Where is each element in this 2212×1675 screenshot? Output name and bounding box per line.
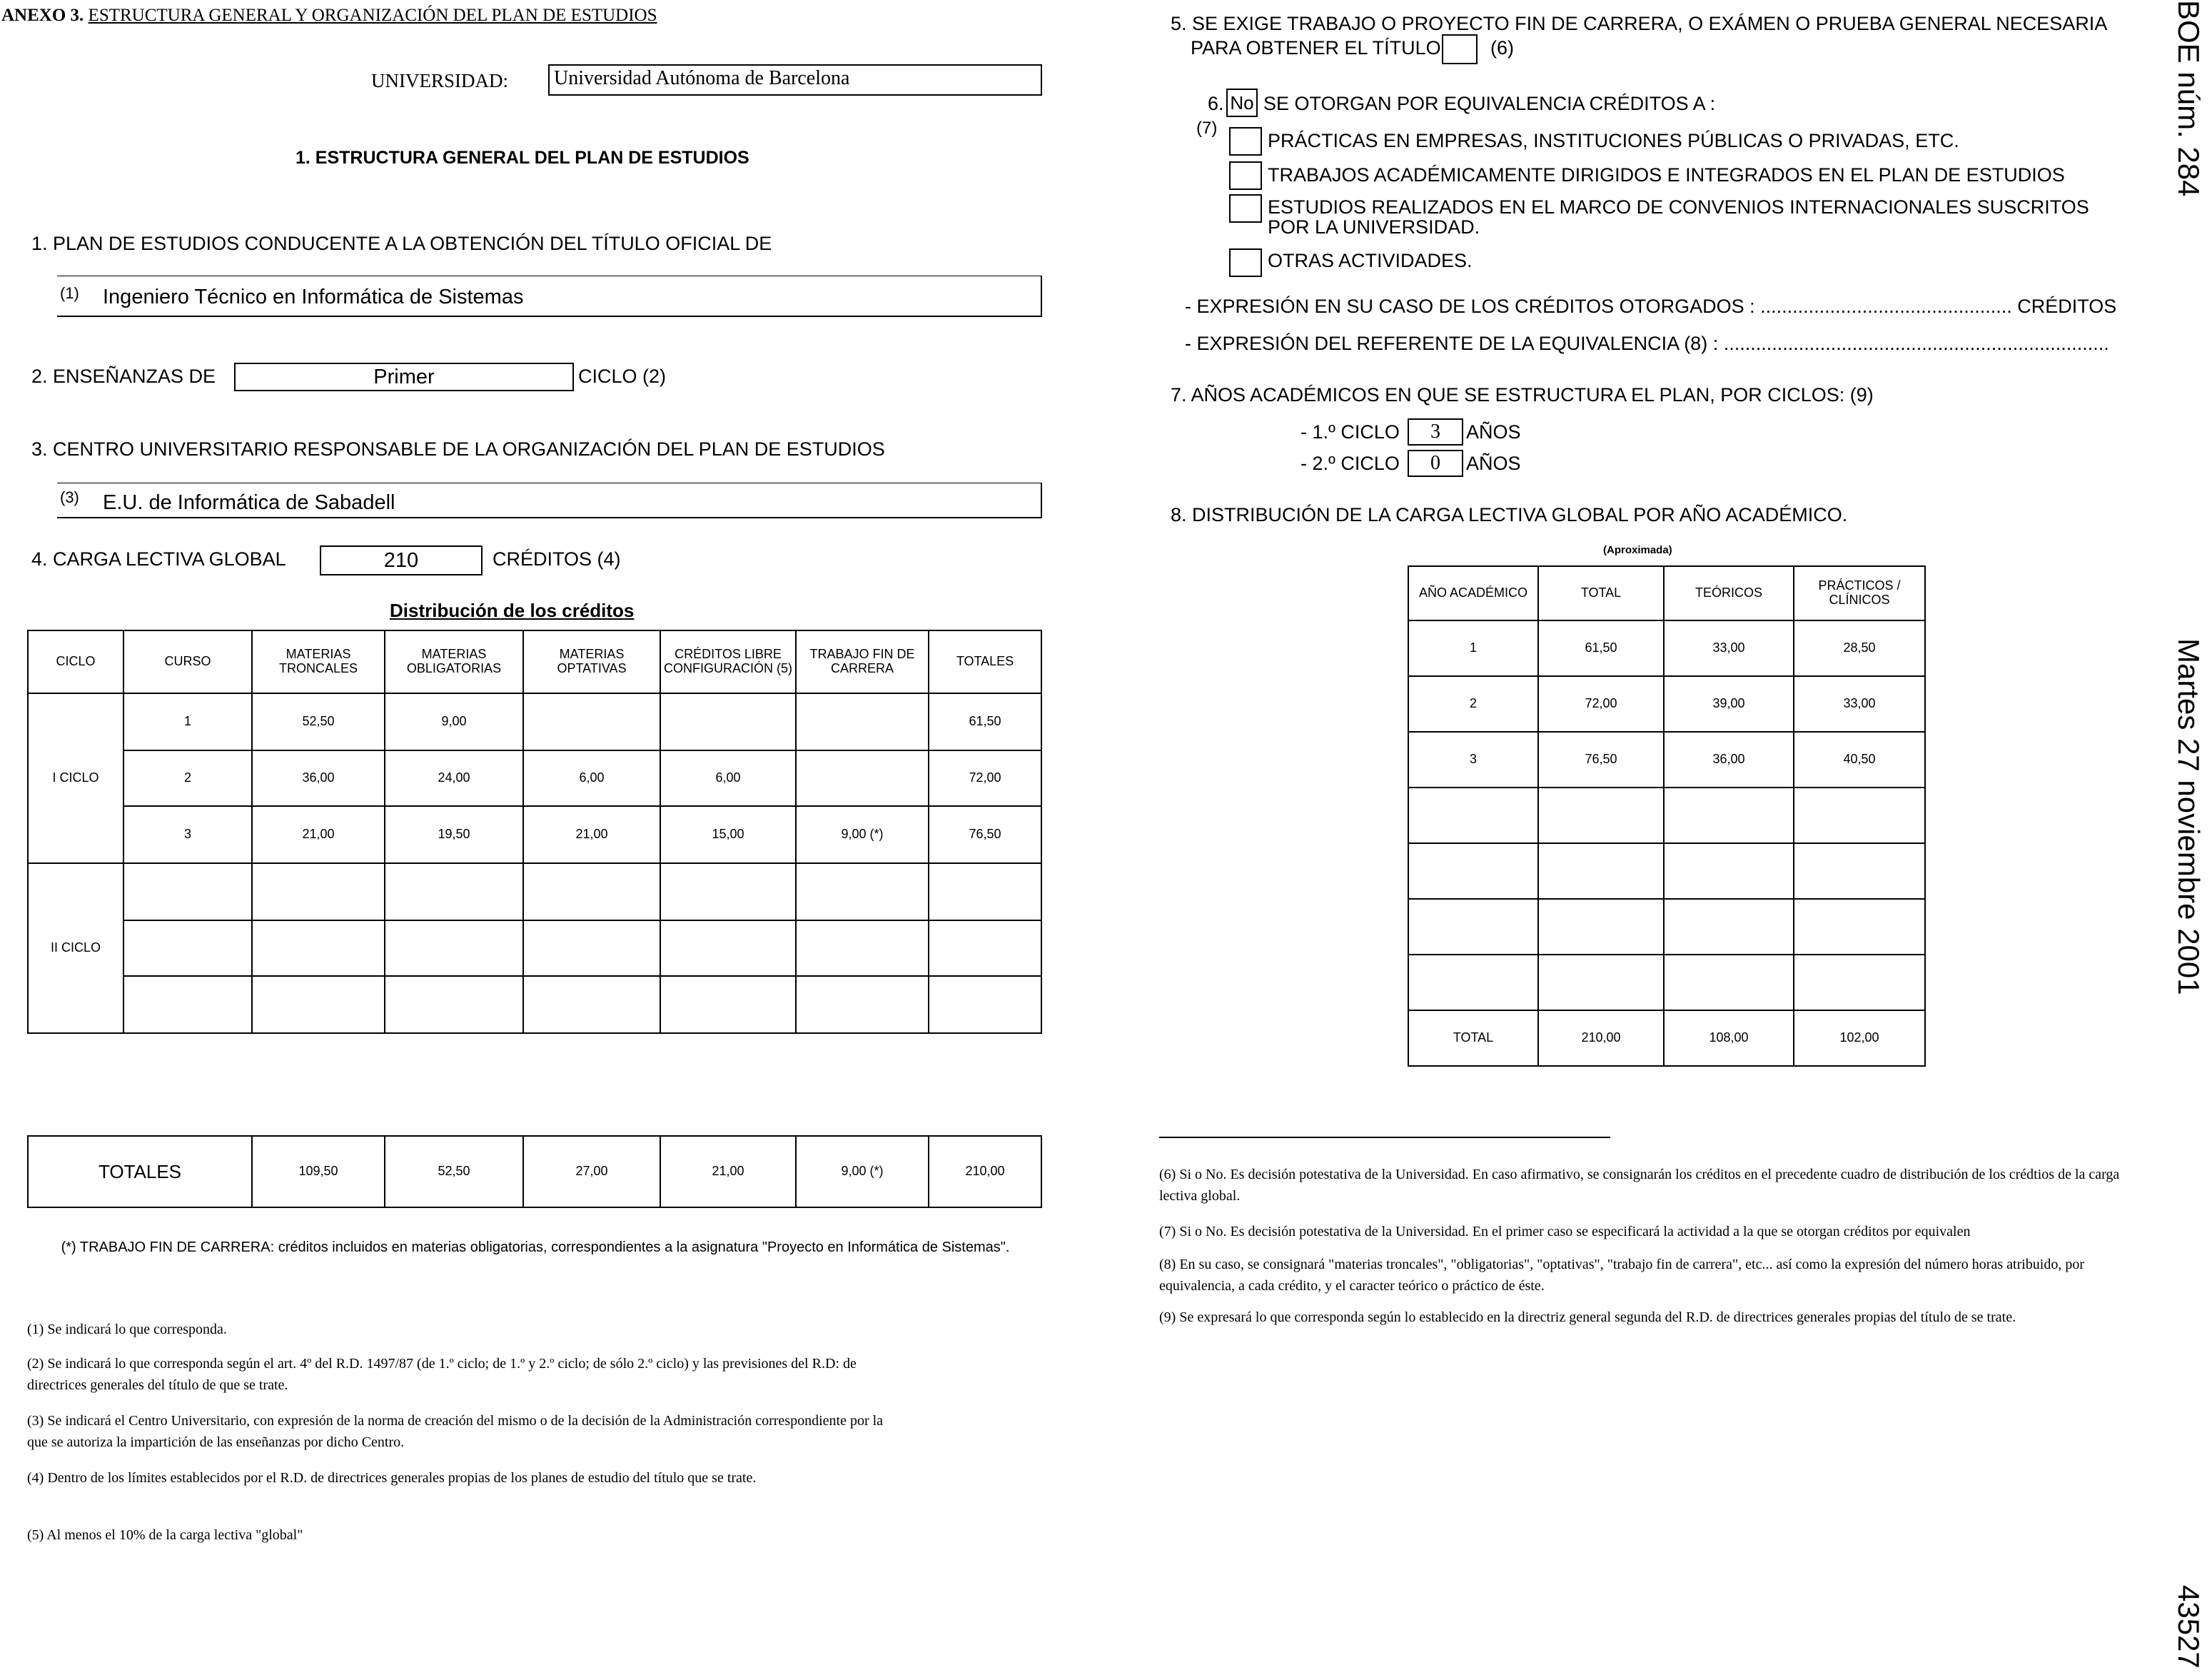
item5-ref: (6) (1490, 37, 1514, 59)
item8-approx: (Aproximada) (1603, 544, 1672, 556)
item1-value: Ingeniero Técnico en Informática de Sistemas (103, 286, 524, 308)
left-note-1: (1) Se indicará lo que corresponda. (27, 1322, 227, 1337)
item3-text: 3. CENTRO UNIVERSITARIO RESPONSABLE DE LA ORGANIZACIÓN DEL PLAN DE ESTUDIOS (31, 438, 885, 460)
item6-option2-checkbox (1229, 161, 1262, 190)
item2-label: 2. ENSEÑANZAS DE (31, 366, 216, 387)
item5-checkbox (1442, 34, 1478, 64)
right-note-7: (7) Si o No. Es decisión potestativa de la Universidad. En el primer caso se especificará la actividad a la que se otorgan créditos por equivalen (1159, 1224, 1971, 1239)
totals-label: TOTALES (28, 1136, 252, 1207)
dist-header-troncales: MATERIAS TRONCALES (252, 630, 385, 693)
item6-option3-checkbox (1229, 194, 1262, 223)
table-cell: 3 (123, 806, 252, 863)
item7-c2-field: 0 (1408, 450, 1463, 477)
dist-header-optativas: MATERIAS OPTATIVAS (523, 630, 660, 693)
year-header-total: TOTAL (1538, 566, 1664, 620)
table-cell: 76,50 (1538, 732, 1664, 788)
dist-header-ciclo: CICLO (28, 630, 123, 693)
item6-option3: ESTUDIOS REALIZADOS EN EL MARCO DE CONVENIOS INTERNACIONALES SUSCRITOS POR LA UNIVERSIDAD. (1268, 196, 2089, 238)
table-cell: 6,00 (523, 750, 660, 806)
left-note-4: (4) Dentro de los límites establecidos por el R.D. de directrices generales propias de los planes de estudio del título que se trate. (27, 1470, 757, 1486)
distribution-table (27, 630, 1042, 1034)
item6-expr2: - EXPRESIÓN DEL REFERENTE DE LA EQUIVALENCIA (8) : ........................................................................ (1185, 333, 2109, 354)
margin-date: Martes 27 noviembre 2001 (2172, 638, 2206, 995)
item5-line2: PARA OBTENER EL TÍTULO (1191, 37, 1441, 59)
table-cell: 24,00 (385, 750, 523, 806)
table-cell: 52,50 (252, 693, 385, 750)
item7-c2-label: - 2.º CICLO (1301, 453, 1400, 474)
table-cell: 109,50 (252, 1136, 385, 1207)
item7-c1-label: - 1.º CICLO (1301, 421, 1400, 443)
year-header-teoricos: TEÓRICOS (1664, 566, 1794, 620)
item6-expr1: - EXPRESIÓN EN SU CASO DE LOS CRÉDITOS OTORGADOS : ............................................... CRÉDITOS (1185, 296, 2117, 317)
margin-page: 43527 (2172, 1585, 2206, 1669)
dist-header-obligatorias: MATERIAS OBLIGATORIAS (385, 630, 523, 693)
item1-text: 1. PLAN DE ESTUDIOS CONDUCENTE A LA OBTENCIÓN DEL TÍTULO OFICIAL DE (31, 233, 772, 254)
item6-option1-checkbox (1229, 127, 1262, 156)
table-cell: 19,50 (385, 806, 523, 863)
section-title: 1. ESTRUCTURA GENERAL DEL PLAN DE ESTUDIOS (296, 148, 749, 168)
table-cell: 21,00 (523, 806, 660, 863)
footnote-divider (1159, 1137, 1610, 1138)
table-cell: 36,00 (252, 750, 385, 806)
table-cell: 27,00 (523, 1136, 660, 1207)
table-cell (660, 693, 796, 750)
table-cell: 1 (1408, 620, 1538, 676)
table-cell: 72,00 (929, 750, 1041, 806)
table-cell: 15,00 (660, 806, 796, 863)
item8-text: 8. DISTRIBUCIÓN DE LA CARGA LECTIVA GLOBAL POR AÑO ACADÉMICO. (1171, 504, 1848, 525)
table-cell: 39,00 (1664, 676, 1794, 732)
table-cell: 21,00 (660, 1136, 796, 1207)
left-note-2: (2) Se indicará lo que corresponda según el art. 4º del R.D. 1497/87 (de 1.º ciclo; de 1.º y 2.º ciclo; de sólo 2.º ciclo) y las previsiones del R.D: de directrices generales del título de que se trate. (27, 1356, 857, 1393)
item3-value: E.U. de Informática de Sabadell (103, 491, 395, 514)
annex-label: ANEXO 3. (1, 6, 84, 25)
university-label: UNIVERSIDAD: (371, 70, 508, 91)
item6-prefix: 6. (1208, 93, 1224, 114)
right-note-9: (9) Se expresará lo que corresponda según lo establecido en la directriz general segunda del R.D. de directrices generales propias del título de se trate. (1159, 1309, 2016, 1325)
item7-c1-field: 3 (1408, 418, 1463, 446)
table-cell: 6,00 (660, 750, 796, 806)
table-cell: 1 (123, 693, 252, 750)
year-header-year: AÑO ACADÉMICO (1408, 566, 1538, 620)
table-cell (523, 693, 660, 750)
item3-ref: (3) (60, 488, 79, 506)
item6-option2: TRABAJOS ACADÉMICAMENTE DIRIGIDOS E INTEGRADOS EN EL PLAN DE ESTUDIOS (1268, 164, 2065, 186)
item1-ref: (1) (60, 284, 79, 302)
item6-option4-checkbox (1229, 248, 1262, 277)
right-note-8: (8) En su caso, se consignará "materias troncales", "obligatorias", "optativas", "trabajo fin de carrera", etc... así como la expresión del número horas atribuido, por equivalencia, a cada crédito, y el caracter teórico o práctico de éste. (1159, 1257, 2084, 1294)
table-cell: 9,00 (385, 693, 523, 750)
margin-boe: BOE núm. 284 (2172, 0, 2206, 197)
item7-unit-1: AÑOS (1466, 421, 1521, 443)
table-cell: 2 (123, 750, 252, 806)
table-cell (796, 693, 929, 750)
item7-unit-2: AÑOS (1466, 453, 1521, 474)
table-cell: TOTAL (1408, 1010, 1538, 1066)
table-cell: 3 (1408, 732, 1538, 788)
table-cell: 210,00 (929, 1136, 1041, 1207)
dist-header-totales: TOTALES (929, 630, 1041, 693)
page-margin (2170, 0, 2210, 1675)
table-cell: 28,50 (1794, 620, 1925, 676)
university-field: Universidad Autónoma de Barcelona (548, 64, 1042, 96)
table-cell: 61,50 (1538, 620, 1664, 676)
item7-text: 7. AÑOS ACADÉMICOS EN QUE SE ESTRUCTURA EL PLAN, POR CICLOS: (9) (1171, 384, 1874, 406)
table-cell: 72,00 (1538, 676, 1664, 732)
table-cell: 52,50 (385, 1136, 523, 1207)
item4-label: 4. CARGA LECTIVA GLOBAL (31, 548, 286, 570)
table-cell: 108,00 (1664, 1010, 1794, 1066)
item6-answer-box: No (1226, 89, 1258, 117)
item6-ref: (7) (1196, 119, 1218, 138)
table-cell: 9,00 (*) (796, 806, 929, 863)
table-cell: 2 (1408, 676, 1538, 732)
dist-header-libre: CRÉDITOS LIBRE CONFIGURACIÓN (5) (660, 630, 796, 693)
dist-table-title: Distribución de los créditos (390, 600, 635, 621)
annex-heading (1, 6, 657, 26)
right-note-6: (6) Si o No. Es decisión potestativa de la Universidad. En caso afirmativo, se consignarán los créditos en el precedente cuadro de distribución de los crédtios de la carga lectiva global. (1159, 1167, 2120, 1204)
left-note-3: (3) Se indicará el Centro Universitario, con expresión de la norma de creación del mismo o de la decisión de la Administración correspondiente por la que se autoriza la impartición de las enseñanzas por dicho Centro. (27, 1413, 884, 1450)
dist-header-trabajo: TRABAJO FIN DE CARRERA (796, 630, 929, 693)
year-distribution-table (1408, 565, 1926, 1067)
cycle1-label: I CICLO (28, 693, 123, 863)
asterisk-note: (*) TRABAJO FIN DE CARRERA: créditos incluidos en materias obligatorias, correspondientes a la asignatura "Proyecto en Informática de Sistemas". (61, 1239, 1010, 1255)
table-cell: 33,00 (1794, 676, 1925, 732)
cycle2-label: II CICLO (28, 863, 123, 1033)
item2-field: Primer (234, 363, 574, 391)
dist-header-curso: CURSO (123, 630, 252, 693)
table-cell: 61,50 (929, 693, 1041, 750)
table-cell: 36,00 (1664, 732, 1794, 788)
item6-option4: OTRAS ACTIVIDADES. (1268, 250, 1473, 271)
annex-title: ESTRUCTURA GENERAL Y ORGANIZACIÓN DEL PLAN DE ESTUDIOS (88, 6, 657, 25)
item4-suffix: CRÉDITOS (4) (493, 548, 621, 570)
totals-table (27, 1135, 1042, 1208)
item5-line1: 5. SE EXIGE TRABAJO O PROYECTO FIN DE CARRERA, O EXÁMEN O PRUEBA GENERAL NECESARIA (1171, 13, 2108, 34)
table-cell: 40,50 (1794, 732, 1925, 788)
item6-text: SE OTORGAN POR EQUIVALENCIA CRÉDITOS A : (1263, 93, 1716, 114)
left-note-5: (5) Al menos el 10% de la carga lectiva "global" (27, 1527, 303, 1543)
table-cell: 33,00 (1664, 620, 1794, 676)
table-cell: 102,00 (1794, 1010, 1925, 1066)
table-cell: 76,50 (929, 806, 1041, 863)
table-cell (796, 750, 929, 806)
item4-field: 210 (320, 545, 483, 575)
item6-option1: PRÁCTICAS EN EMPRESAS, INSTITUCIONES PÚBLICAS O PRIVADAS, ETC. (1268, 130, 1959, 151)
item2-suffix: CICLO (2) (578, 366, 667, 387)
table-cell: 9,00 (*) (796, 1136, 929, 1207)
table-cell: 21,00 (252, 806, 385, 863)
table-cell: 210,00 (1538, 1010, 1664, 1066)
year-header-practicos: PRÁCTICOS / CLÍNICOS (1794, 566, 1925, 620)
